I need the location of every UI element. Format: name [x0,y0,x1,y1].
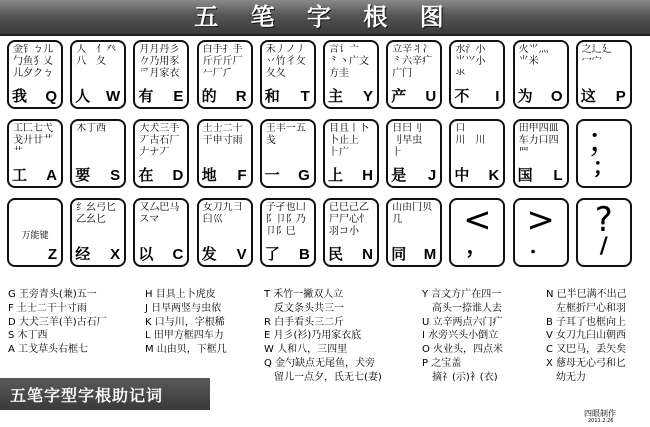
mnemonic-line: V 女刀九臼山朝西 [546,330,627,342]
key-w[interactable] [70,40,126,109]
key-letter: T [300,88,310,105]
key-letter: F [237,167,247,184]
key-letter: H [362,167,373,184]
key-roots: 言讠亠 ⺀丶广文 方圭 [329,44,369,79]
key-roots: 又厶巴马 スマ [139,202,180,225]
key-main-char: 要 [75,166,91,184]
key-main-char: 主 [328,87,344,105]
key-letter: Q [45,88,57,105]
mnemonic-line: D 大犬三羊(羊)古石厂 [8,316,107,328]
key-f[interactable] [197,119,253,188]
key-main-char: 一 [264,166,280,184]
mnemonic-line: M 山由贝，下框几 [145,344,227,356]
key-main-char: 发 [201,245,217,263]
mnemonic-line: H 目具上卜虎皮 [145,289,216,300]
key-letter: I [495,88,500,105]
mnemonic-line: 留儿一点夕，氏无七(妻) [264,371,382,383]
key-letter: N [362,246,373,263]
key-punct-top: ? [594,200,613,240]
mnemonic-line: 高头一捺谁人去 [422,302,502,314]
mnemonic-line: C 又巴马，丢矢矣 [546,344,627,356]
key-punct-bottom: ； [592,155,615,180]
key-letter: W [106,88,121,105]
key-s[interactable] [70,119,126,188]
key-t[interactable] [260,40,316,109]
key-roots: 立辛丬冫 ⺀六辛疒 广门 [392,44,433,79]
mnemonic-line: G 王旁青头(兼)五一 [8,289,97,300]
key-roots: 之辶廴 冖宀 [581,44,612,67]
key-letter: A [46,167,57,184]
key-letter: J [427,167,437,184]
mnemonic-line: Q 金勺缺点无尾鱼，犬旁 [264,357,376,369]
mnemonic-line: 摘礻(示)衤(衣) [422,371,498,383]
key-letter: U [425,88,437,105]
key-x[interactable] [70,198,126,267]
mnemonic-line: 左框折尸心和羽 [546,302,626,314]
mnemonic-column-3 [264,288,382,385]
key-main-char: 中 [454,166,470,184]
key-roots: 水氵小 ⺌⺍小 氺 [455,44,486,79]
key-letter: X [110,246,121,263]
key-letter: B [298,246,310,263]
key-roots: 女刀九彐 臼巛 [202,202,243,225]
key-roots: 工匚七弋 戈廾廿艹 艹 [13,123,53,158]
mnemonic-line: 反文条头共三一 [264,302,344,314]
mnemonic-line: J 日早两竖与虫依 [145,302,222,314]
key-punct-top: > [526,200,555,240]
key-punct-bottom: / [599,234,608,259]
mnemonic-line: B 子耳了也框向上 [546,316,627,328]
mnemonic-column-4 [422,288,503,385]
key-punct-top: ； [586,121,621,161]
key-main-char: 产 [391,87,407,105]
key-main-char: 国 [517,166,533,184]
key-q[interactable] [7,40,63,109]
key-roots: 山由冂贝 几 [392,202,433,225]
key-i[interactable] [449,40,505,109]
key-letter: P [615,88,626,105]
mnemonic-line: I 水旁兴头小倒立 [422,330,499,342]
key-h[interactable] [323,119,379,188]
key-a[interactable] [7,119,63,188]
mnemonic-column-1 [8,288,107,357]
key-punct-bottom: ， [466,234,489,259]
mnemonic-line: P 之宝盖 [422,357,462,369]
key-letter: V [236,246,247,263]
key-main-char: 同 [391,245,407,263]
key-main-char: 这 [580,87,596,105]
key-letter: D [172,167,184,184]
chart-title: 五 笔 字 根 图 [194,2,456,31]
mnemonic-line: Y 言文方广在四一 [422,289,502,300]
key-roots: 月月丹彡 𠂊乃用豕 爫月家衣 [139,44,180,79]
key-punct-2[interactable] [513,198,569,267]
key-b[interactable] [260,198,316,267]
key-e[interactable] [133,40,189,109]
key-z-label: 万能键 [21,231,49,241]
key-c[interactable] [133,198,189,267]
key-punct-3[interactable] [576,198,632,267]
key-letter: S [110,167,121,184]
mnemonic-line: R 白手看头三二斤 [264,316,345,328]
key-roots: 白手扌手 斤斤斤厂 𠂉厂⺁ [202,44,243,79]
mnemonic-line: 幼无力 [546,371,586,383]
key-y[interactable] [323,40,379,109]
key-roots: 禾丿ノ丿 丷竹彳攵 夂夂 [265,44,306,79]
key-main-char: 以 [138,245,154,263]
key-letter: Z [47,246,57,263]
mnemonic-line: F 土士二干十寸雨 [8,302,87,314]
key-main-char: 经 [75,245,91,263]
date: 2011.2.26 [588,418,614,424]
mnemonic-line: O 火业头，四点米 [422,344,504,356]
key-punct-1[interactable] [449,198,505,267]
key-roots: 火⺌灬 ⺌米 [518,44,549,67]
mnemonic-column-5 [546,288,627,385]
key-g[interactable] [260,119,316,188]
key-roots: 目且丨卜 卜止上 ⺊广 [329,123,369,158]
key-j[interactable] [386,119,442,188]
key-z[interactable] [7,198,63,267]
key-roots: 土士二十 干申寸雨 [202,123,243,146]
key-m[interactable] [386,198,442,267]
key-roots: 子孑也凵 阝卩阝乃 卩阝巳 [265,202,306,237]
key-punct-top: < [463,200,492,240]
keyboard [6,40,644,276]
key-main-char: 上 [328,166,344,184]
key-letter: C [172,246,184,263]
key-letter: Y [362,88,373,105]
key-v[interactable] [197,198,253,267]
key-roots: 木丁西 [76,123,107,134]
key-roots: 田甲四皿 车力口四 罒 [518,123,559,158]
mnemonic-column-2 [145,288,227,357]
key-letter: K [488,167,500,184]
key-roots: 纟幺弓匕 乙幺匕 [76,202,117,225]
mnemonic-line: W 人和八，三四里 [264,344,348,356]
mnemonic-line: U 立辛两点六门疒 [422,316,503,328]
key-roots: 王丰一五 戋 [265,123,306,146]
footer-title: 五笔字型字根助记词 [10,386,164,405]
mnemonic-line: N 已半巳满不出己 [546,289,627,300]
key-letter: O [550,88,563,105]
key-roots: 大犬三手 丆古石厂 𠂇ナ丆 [139,123,180,158]
key-k[interactable] [449,119,505,188]
key-r[interactable] [197,40,253,109]
key-punct-0[interactable] [576,119,632,188]
mnemonic-line: T 禾竹一撇双人立 [264,289,344,300]
key-letter: E [173,88,184,105]
key-letter: M [423,246,437,263]
key-main-char: 有 [138,87,154,105]
key-letter: R [235,88,247,105]
key-main-char: 和 [264,87,280,105]
key-main-char: 地 [201,166,217,184]
key-roots: 已巳己乙 尸尸心忄 羽コ小 [329,202,369,237]
credit: 四眼制作 [584,409,616,418]
key-roots: 日曰刂 刂早虫 ⺊ [392,123,423,158]
mnemonic-line: S 木丁西 [8,330,48,342]
mnemonic-line: X 慈母无心弓和匕 [546,357,627,369]
key-u[interactable] [386,40,442,109]
key-main-char: 是 [391,166,407,184]
mnemonic-line: L 田甲方框四车力 [145,330,224,342]
key-main-char: 的 [201,87,217,105]
mnemonic-line: E 月彡(衫)乃用家衣底 [264,330,362,342]
key-n[interactable] [323,198,379,267]
key-main-char: 为 [517,87,533,105]
key-main-char: 了 [264,245,280,263]
key-main-char: 民 [328,245,344,263]
key-l[interactable] [513,119,569,188]
key-letter: G [298,167,310,184]
key-main-char: 不 [454,87,470,105]
key-main-char: 人 [75,87,91,105]
key-main-char: 在 [138,166,154,184]
key-roots: 口 川 川 [455,123,486,146]
mnemonic-line: A 工戈草头右框七 [8,344,89,356]
key-roots: 人 亻癶 八 夂 [76,44,117,67]
key-punct-bottom: ． [529,234,552,259]
key-main-char: 工 [12,166,28,184]
key-p[interactable] [576,40,632,109]
key-main-char: 我 [12,87,28,105]
key-letter: L [553,167,563,184]
key-d[interactable] [133,119,189,188]
key-roots: 金钅ㄅ儿 勹鱼犭乂 儿夕クㄅ [13,44,53,79]
key-o[interactable] [513,40,569,109]
mnemonic-line: K 口与川，字根稀 [145,316,225,328]
